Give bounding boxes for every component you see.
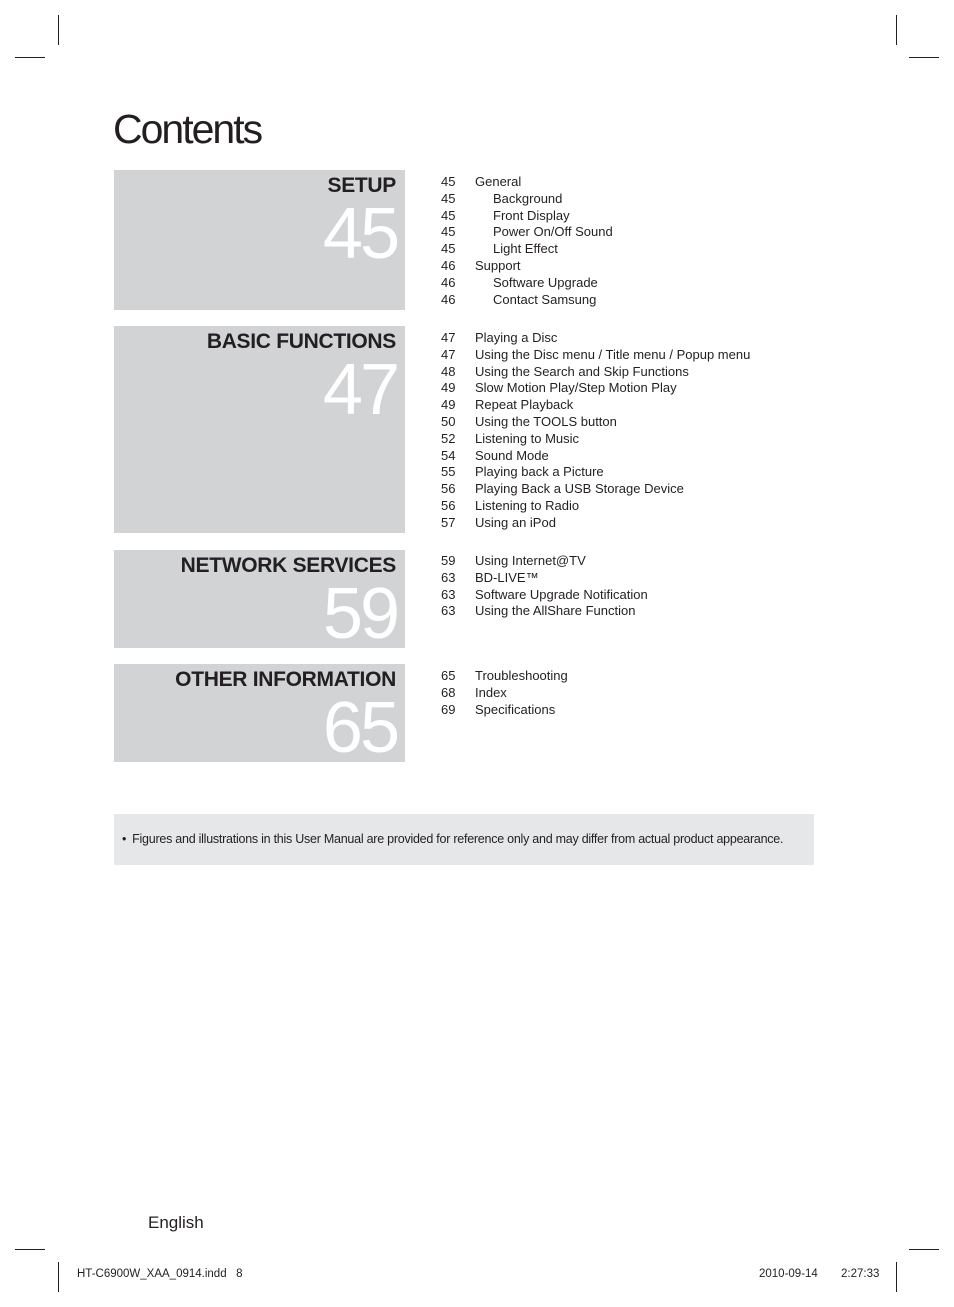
toc-item[interactable]: [441, 448, 750, 465]
crop-mark: [896, 15, 897, 45]
toc-item[interactable]: [441, 241, 613, 258]
note-message: Figures and illustrations in this User Manual are provided for reference only and may differ from actual product appearance.: [132, 832, 784, 846]
toc-item[interactable]: [441, 603, 648, 620]
toc-page-number: 45: [441, 174, 456, 189]
slug-time: 2:27:33: [841, 1268, 880, 1280]
page-title: Contents: [113, 106, 262, 152]
toc-label: Playing back a Picture: [475, 464, 604, 480]
toc-item[interactable]: [441, 553, 648, 570]
toc-label: Light Effect: [493, 241, 558, 257]
toc-item[interactable]: [441, 208, 613, 225]
section-title: SETUP: [327, 174, 396, 197]
toc-label: Specifications: [475, 701, 556, 717]
toc-label: Using the Disc menu / Title menu / Popup menu: [475, 346, 751, 362]
crop-mark: [58, 1262, 59, 1292]
toc-page-number: 49: [441, 397, 456, 413]
toc-label: Using the TOOLS button: [475, 413, 617, 429]
toc-label: Playing a Disc: [475, 330, 558, 345]
toc-page-number: 48: [441, 363, 456, 379]
toc-label: Sound Mode: [475, 447, 549, 463]
toc-item[interactable]: [441, 275, 613, 292]
toc-page-number: 57: [441, 514, 456, 530]
toc-list-other-information: [441, 668, 568, 718]
toc-item[interactable]: [441, 347, 750, 364]
section-page-number: 59: [322, 574, 397, 654]
crop-mark: [909, 1249, 939, 1250]
toc-page-number: 65: [441, 668, 456, 683]
toc-label: Power On/Off Sound: [493, 224, 613, 240]
toc-item[interactable]: [441, 364, 750, 381]
note-text: [122, 832, 783, 846]
slug-filename: HT-C6900W_XAA_0914.indd 8: [77, 1268, 243, 1280]
toc-item[interactable]: [441, 224, 613, 241]
crop-mark: [15, 57, 45, 58]
toc-label: Support: [475, 257, 521, 273]
toc-item[interactable]: [441, 498, 750, 515]
toc-page-number: 55: [441, 464, 456, 480]
section-setup[interactable]: [114, 170, 405, 310]
section-page-number: 47: [322, 350, 397, 430]
toc-page-number: 56: [441, 481, 456, 497]
toc-item[interactable]: [441, 515, 750, 532]
toc-item[interactable]: [441, 464, 750, 481]
toc-item[interactable]: [441, 414, 750, 431]
toc-list-setup: [441, 174, 613, 308]
section-page-number: 45: [322, 194, 397, 274]
crop-mark: [58, 15, 59, 45]
toc-page-number: 46: [441, 257, 456, 273]
toc-page-number: 59: [441, 553, 456, 568]
toc-label: Using an iPod: [475, 514, 556, 530]
footer-language: English: [148, 1213, 204, 1232]
toc-label: Index: [475, 684, 507, 700]
toc-page-number: 46: [441, 291, 456, 307]
toc-page-number: 45: [441, 190, 456, 206]
toc-list-basic-functions: [441, 330, 750, 532]
toc-label: Troubleshooting: [475, 668, 568, 683]
toc-page-number: 50: [441, 413, 456, 429]
toc-list-network-services: [441, 553, 648, 620]
section-title: BASIC FUNCTIONS: [206, 330, 396, 353]
toc-label: General: [475, 174, 522, 189]
toc-item[interactable]: [441, 587, 648, 604]
crop-mark: [15, 1249, 45, 1250]
section-other-information[interactable]: [114, 664, 405, 768]
toc-label: Playing Back a USB Storage Device: [475, 481, 684, 497]
toc-item[interactable]: [441, 174, 613, 191]
toc-page-number: 54: [441, 447, 456, 463]
toc-item[interactable]: [441, 397, 750, 414]
toc-label: Using Internet@TV: [475, 553, 586, 568]
crop-mark: [909, 57, 939, 58]
section-basic-functions[interactable]: [114, 326, 405, 533]
toc-item[interactable]: [441, 330, 750, 347]
toc-item[interactable]: [441, 685, 568, 702]
toc-label: Listening to Radio: [475, 497, 580, 513]
toc-label: Software Upgrade: [493, 274, 598, 290]
toc-label: Front Display: [493, 207, 570, 223]
section-network-services[interactable]: [114, 550, 405, 654]
toc-label: Repeat Playback: [475, 397, 574, 413]
toc-page-number: 56: [441, 497, 456, 513]
section-page-number: 65: [322, 688, 397, 768]
toc-label: Slow Motion Play/Step Motion Play: [475, 380, 677, 396]
toc-item[interactable]: [441, 481, 750, 498]
toc-label: BD-LIVE™: [475, 569, 539, 585]
toc-page-number: 47: [441, 330, 456, 345]
toc-item[interactable]: [441, 668, 568, 685]
crop-mark: [896, 1262, 897, 1292]
section-title: NETWORK SERVICES: [180, 554, 396, 577]
toc-page-number: 63: [441, 603, 456, 619]
toc-item[interactable]: [441, 570, 648, 587]
slug-date: 2010-09-14: [759, 1268, 818, 1280]
toc-page-number: 45: [441, 224, 456, 240]
toc-item[interactable]: [441, 380, 750, 397]
toc-label: Background: [493, 190, 563, 206]
toc-page-number: 63: [441, 569, 456, 585]
toc-item[interactable]: [441, 431, 750, 448]
toc-page-number: 45: [441, 241, 456, 257]
note-box: [114, 814, 814, 865]
toc-item[interactable]: [441, 292, 613, 309]
toc-page-number: 52: [441, 430, 456, 446]
toc-page-number: 46: [441, 274, 456, 290]
toc-item[interactable]: [441, 702, 568, 719]
section-title: OTHER INFORMATION: [175, 668, 396, 691]
toc-page-number: 45: [441, 207, 456, 223]
toc-label: Using the Search and Skip Functions: [475, 363, 689, 379]
toc-page-number: 63: [441, 586, 456, 602]
bullet-icon: •: [122, 832, 127, 846]
toc-item[interactable]: [441, 191, 613, 208]
toc-label: Software Upgrade Notification: [475, 586, 648, 602]
toc-page-number: 68: [441, 684, 456, 700]
toc-item[interactable]: [441, 258, 613, 275]
toc-page-number: 49: [441, 380, 456, 396]
toc-label: Listening to Music: [475, 430, 580, 446]
toc-page-number: 47: [441, 346, 456, 362]
toc-page-number: 69: [441, 701, 456, 717]
toc-label: Using the AllShare Function: [475, 603, 636, 619]
toc-label: Contact Samsung: [493, 291, 597, 307]
